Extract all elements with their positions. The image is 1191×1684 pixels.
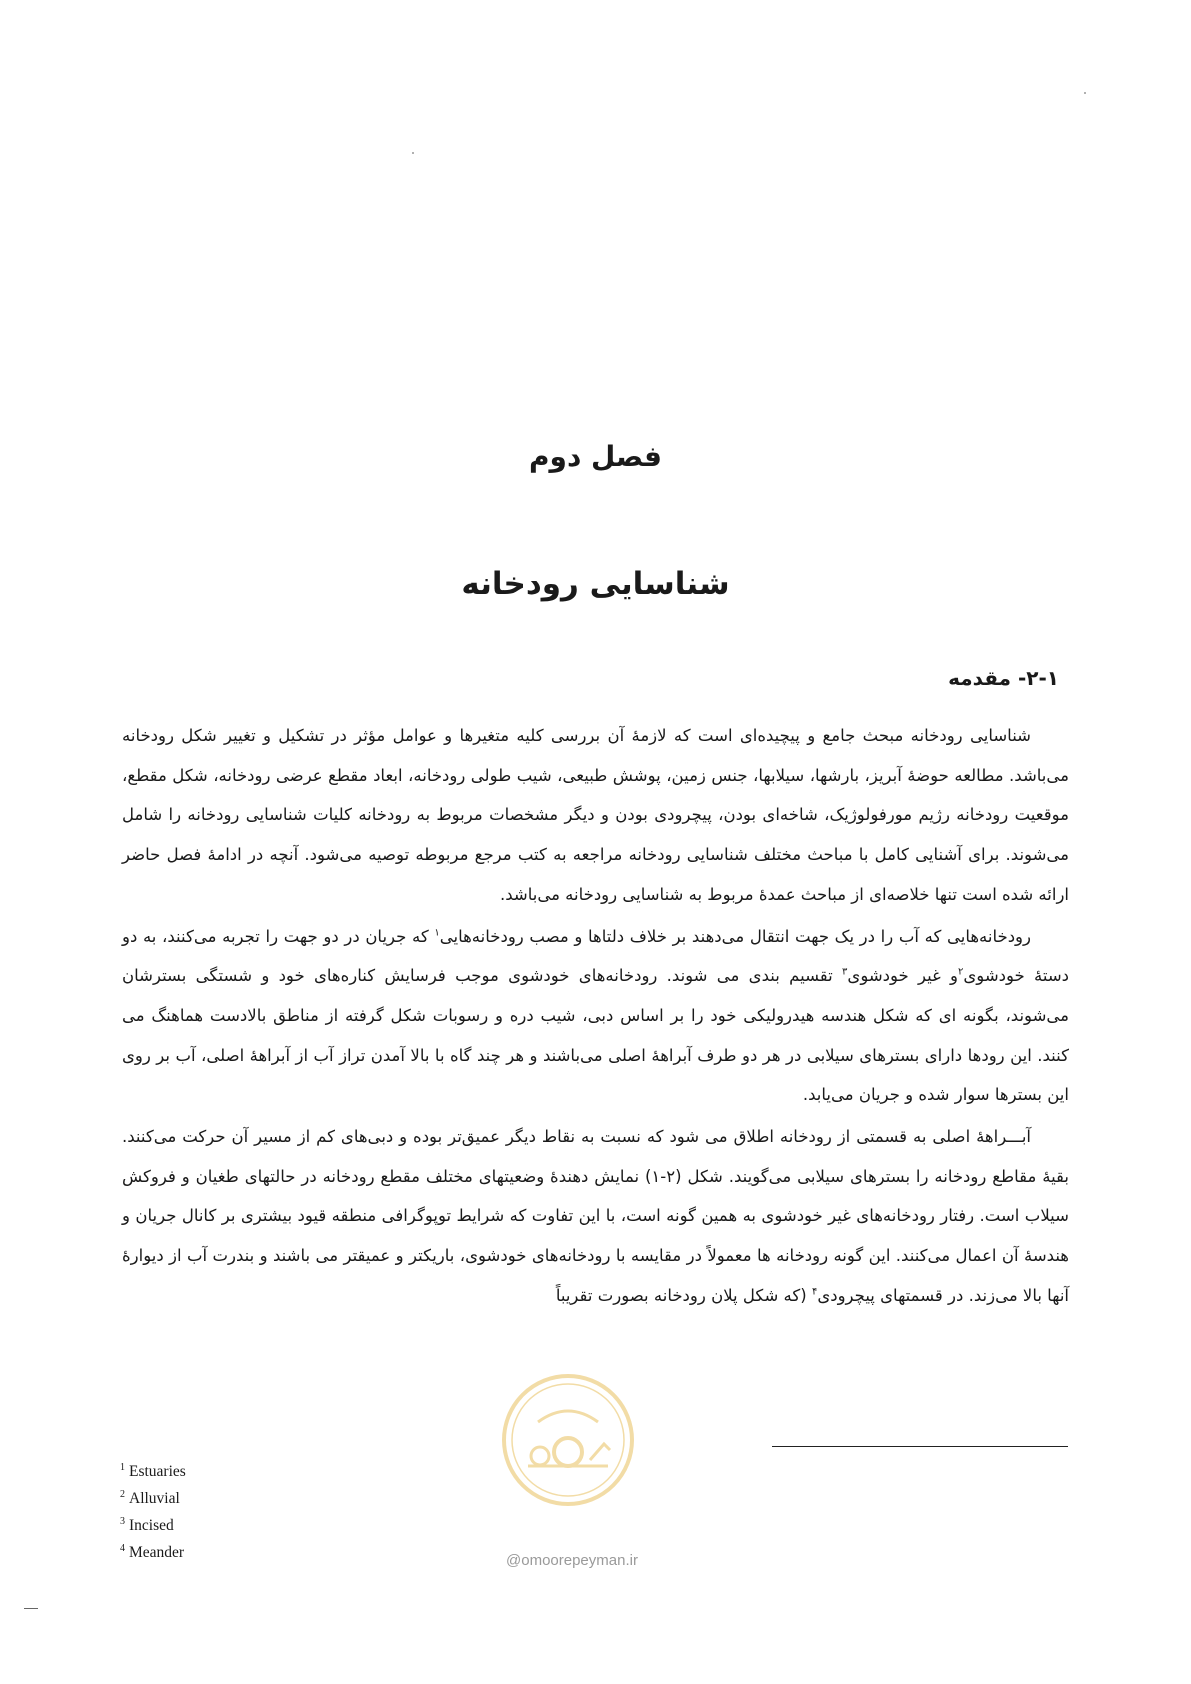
footnote-ref: ۱ <box>434 927 440 939</box>
footnote-ref: ۴ <box>811 1286 818 1298</box>
watermark-url: @omoorepeyman.ir <box>506 1552 638 1569</box>
paragraph-text: تقسیم بندی می شوند. رودخانه‌های خودشوی موجب فرسایش کناره‌های خود و شستگی بسترشان می‌شوند، بگونه ای که شکل هندسه هیدرولیکی خود را بر اساس دبی، شیب دره و رسوبات شکل گرفته از مناطق بالادست هماهنگ می کنند. این رودها دارای بسترهای سیلابی در هر دو طرف آبراههٔ اصلی می‌باشند و هر چند گاه با بالا آمدن تراز آب از آبراههٔ اصلی، آب بر روی این بسترها سوار شده و جریان می‌یابد. <box>122 966 1069 1105</box>
paragraph-river-types <box>122 917 1069 1116</box>
scan-speck <box>412 152 414 154</box>
footnote-number: 4 <box>120 1543 125 1555</box>
footnote-item <box>120 1537 186 1564</box>
footnote-item <box>120 1510 186 1537</box>
scan-corner-mark <box>24 1608 38 1609</box>
footnote-text: Incised <box>129 1517 174 1535</box>
paragraph-text: آبـــراههٔ اصلی به قسمتی از رودخانه اطلاق می شود که نسبت به نقاط دیگر عمیق‌تر بوده و دبی‌های کم از مسیر آن حرکت می‌کنند. بقیهٔ مقاطع رودخانه را بسترهای سیلابی می‌گویند. شکل (۲-۱) نمایش دهندهٔ وضعیتهای مختلف مقطع رودخانه در حالتهای طغیان و فروکش سیلاب است. رفتار رودخانه‌های غیر خودشوی به همین گونه است، با این تفاوت که شرایط توپوگرافی منطقه قیود بیشتری بر کانال جریان و هندسهٔ آن اعمال می‌کنند. این گونه رودخانه ها معمولاً در مقایسه با رودخانه‌های خودشوی، باریکتر و عمیقتر می باشند و بندرت آب از دیوارهٔ آنها بالا می‌زند. در قسمتهای پیچرودی <box>122 1127 1069 1305</box>
chapter-title: شناسایی رودخانه <box>461 566 730 602</box>
footnote-text: Estuaries <box>129 1463 186 1481</box>
paragraph-intro <box>122 716 1069 915</box>
section-heading: ۲-۱- مقدمه <box>948 666 1059 690</box>
paragraph-text: و غیر خودشوی <box>847 966 958 986</box>
footnote-item <box>120 1456 186 1483</box>
footnote-number: 3 <box>120 1516 125 1528</box>
paragraph-text: (که شکل پلان رودخانه بصورت تقریباً <box>555 1285 812 1305</box>
paragraph-text: شناسایی رودخانه مبحث جامع و پیچیده‌ای است که لازمهٔ آن بررسی کلیه متغیرها و عوامل مؤثر در تشکیل و تغییر شکل رودخانه می‌باشد. مطالعه حوضهٔ آبریز، بارشها، سیلابها، جنس زمین، پوشش طبیعی، شیب طولی رودخانه، ابعاد مقطع عرضی رودخانه، شکل مقطع، موقعیت رودخانه رژیم مورفولوژیک، شاخه‌ای بودن، پیچرودی بودن و دیگر مشخصات مربوط به رودخانه کلیات شناسایی رودخانه را شامل می‌شوند. برای آشنایی کامل با مباحث مختلف شناسایی رودخانه مراجعه به کتب مرجع مربوطه توصیه می‌شود. آنچه در ادامهٔ فصل حاضر ارائه شده است تنها خلاصه‌ای از مباحث عمدهٔ مربوط به شناسایی رودخانه می‌باشد. <box>122 726 1069 904</box>
footnote-item <box>120 1483 186 1510</box>
body-text <box>122 716 1069 1318</box>
footnote-number: 2 <box>120 1489 125 1501</box>
footnotes <box>120 1456 186 1565</box>
footnote-divider <box>772 1446 1068 1447</box>
paragraph-text: رودخانه‌هایی که آب را در یک جهت انتقال می‌دهند بر خلاف دلتاها و مصب رودخانه‌هایی <box>439 926 1031 946</box>
chapter-label: فصل دوم <box>529 440 662 473</box>
footnote-ref: ۲ <box>958 966 964 978</box>
footnote-text: Meander <box>129 1544 185 1562</box>
paragraph-text: که جریان در دو جهت را تجربه می‌کنند، به دو دستهٔ خودشوی <box>122 926 1069 986</box>
scan-speck <box>1084 92 1086 94</box>
footnote-number: 1 <box>120 1462 125 1473</box>
footnote-text: Alluvial <box>129 1490 180 1508</box>
footnote-ref: ۳ <box>842 966 848 978</box>
paragraph-main-channel <box>122 1117 1069 1316</box>
watermark-logo <box>498 1370 638 1510</box>
